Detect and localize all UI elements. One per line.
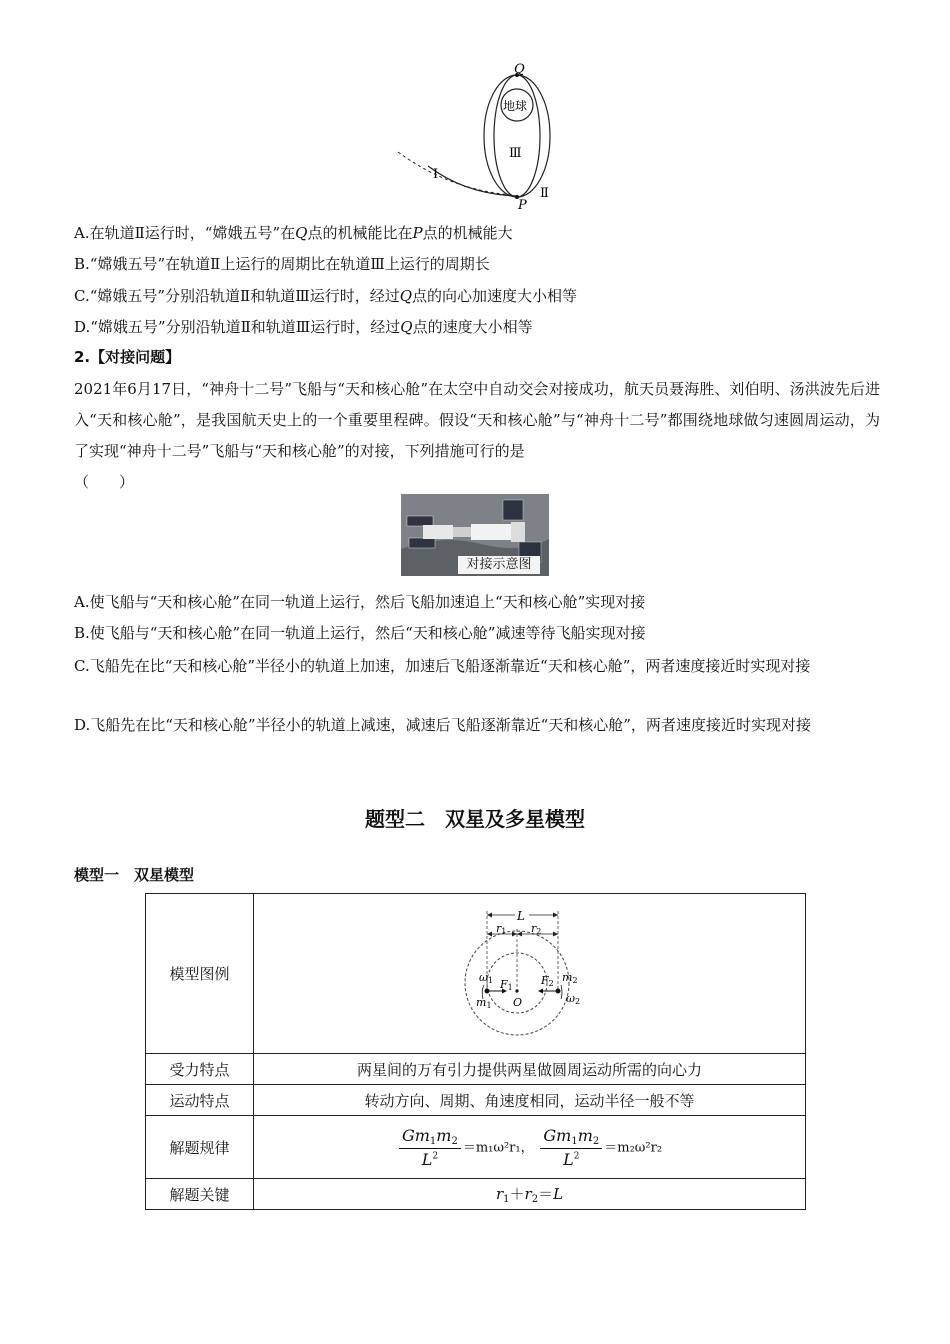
label-orbit-I: Ⅰ xyxy=(433,167,439,182)
key-cell: $r_1+r_2=L$ xyxy=(254,1179,806,1210)
label-P: P xyxy=(518,198,527,210)
section-title: 题型二 双星及多星模型 xyxy=(365,807,585,831)
q2-option-b: B.使飞船与“天和核心舱”在同一轨道上运行，然后“天和核心舱”减速等待飞船实现对接 xyxy=(74,624,646,642)
label-L: L xyxy=(516,909,525,923)
formula-rhs-1: ＝m₁ω²r₁， xyxy=(462,1140,534,1155)
label-Q: Q xyxy=(514,62,525,77)
q2-stem: 2021年6月17日，“神舟十二号”飞船与“天和核心舱”在太空中自动交会对接成功，航天员聂海胜、刘伯明、汤洪波先后进入“天和核心舱”，是我国航天史上的一个重要里程碑。假设“天和核心舱”与“神舟十二号”都围绕地球做匀速圆周运动，为了实现“神舟十二号”飞船与“天和核心舱”的对接，下列措施可行的是 （ ） xyxy=(74,380,880,491)
diagram-cell xyxy=(254,894,806,1054)
fraction-2: $\frac{Gm_1m_2}{L^2}$ xyxy=(540,1126,602,1169)
label-F1: F1 xyxy=(499,978,513,992)
row-label: 解题规律 xyxy=(146,1116,254,1179)
table-row xyxy=(146,1085,806,1116)
label-orbit-II: Ⅱ xyxy=(540,186,549,201)
row-label: 受力特点 xyxy=(146,1054,254,1085)
label-omega1: ω1 xyxy=(478,971,493,985)
image-caption: 对接示意图 xyxy=(458,556,540,574)
answer-blank: （ ） xyxy=(74,473,135,491)
row-label: 运动特点 xyxy=(146,1085,254,1116)
label-F2: F2 xyxy=(540,974,554,988)
label-m1: m1 xyxy=(475,996,492,1010)
q2-option-c: C.飞船先在比“天和核心舱”半径小的轨道上加速，加速后飞船逐渐靠近“天和核心舱”，两者速度接近时实现对接 xyxy=(74,657,811,675)
row-label: 解题关键 xyxy=(146,1179,254,1210)
label-m2: m2 xyxy=(561,971,578,985)
subsection-title: 模型一 双星模型 xyxy=(74,866,195,884)
fraction-1: $\frac{Gm_1m_2}{L^2}$ xyxy=(399,1126,461,1169)
q1-option-a: A.在轨道Ⅱ运行时，“嫦娥五号”在Q点的机械能比在P点的机械能大 xyxy=(74,224,513,242)
table-row xyxy=(146,894,806,1054)
q1-option-b: B.“嫦娥五号”在轨道Ⅱ上运行的周期比在轨道Ⅲ上运行的周期长 xyxy=(74,255,490,273)
q2-option-d: D.飞船先在比“天和核心舱”半径小的轨道上减速，减速后飞船逐渐靠近“天和核心舱”，两者速度接近时实现对接 xyxy=(74,716,811,734)
row-label: 模型图例 xyxy=(146,894,254,1054)
docking-photo xyxy=(401,494,549,576)
label-r1: r1 xyxy=(495,922,506,936)
table-row xyxy=(146,1179,806,1210)
binary-star-diagram xyxy=(445,901,615,1046)
formula-cell xyxy=(254,1116,806,1179)
formula-rhs-2: ＝m₂ω²r₂ xyxy=(604,1140,663,1155)
orbit-III xyxy=(494,75,540,197)
row-value: 转动方向、周期、角速度相同，运动半径一般不等 xyxy=(254,1085,806,1116)
q2-option-a: A.使飞船与“天和核心舱”在同一轨道上运行，然后飞船加速追上“天和核心舱”实现对接 xyxy=(74,593,646,611)
q1-option-d: D.“嫦娥五号”分别沿轨道Ⅱ和轨道Ⅲ运行时，经过Q点的速度大小相等 xyxy=(74,318,533,336)
label-r2: r2 xyxy=(530,922,541,936)
label-earth: 地球 xyxy=(503,99,528,113)
row-value: 两星间的万有引力提供两星做圆周运动所需的向心力 xyxy=(254,1054,806,1085)
orbit-I-dashed xyxy=(398,152,512,195)
orbit-figure xyxy=(390,60,560,210)
q1-option-c: C.“嫦娥五号”分别沿轨道Ⅱ和轨道Ⅲ运行时，经过Q点的向心加速度大小相等 xyxy=(74,287,578,305)
table-row xyxy=(146,1116,806,1179)
q2-heading: 2.【对接问题】 xyxy=(74,348,181,366)
label-orbit-III: Ⅲ xyxy=(509,146,522,161)
label-omega2: ω2 xyxy=(565,992,580,1006)
table-row xyxy=(146,1054,806,1085)
label-O: O xyxy=(512,996,522,1009)
binary-star-table xyxy=(145,893,806,1210)
